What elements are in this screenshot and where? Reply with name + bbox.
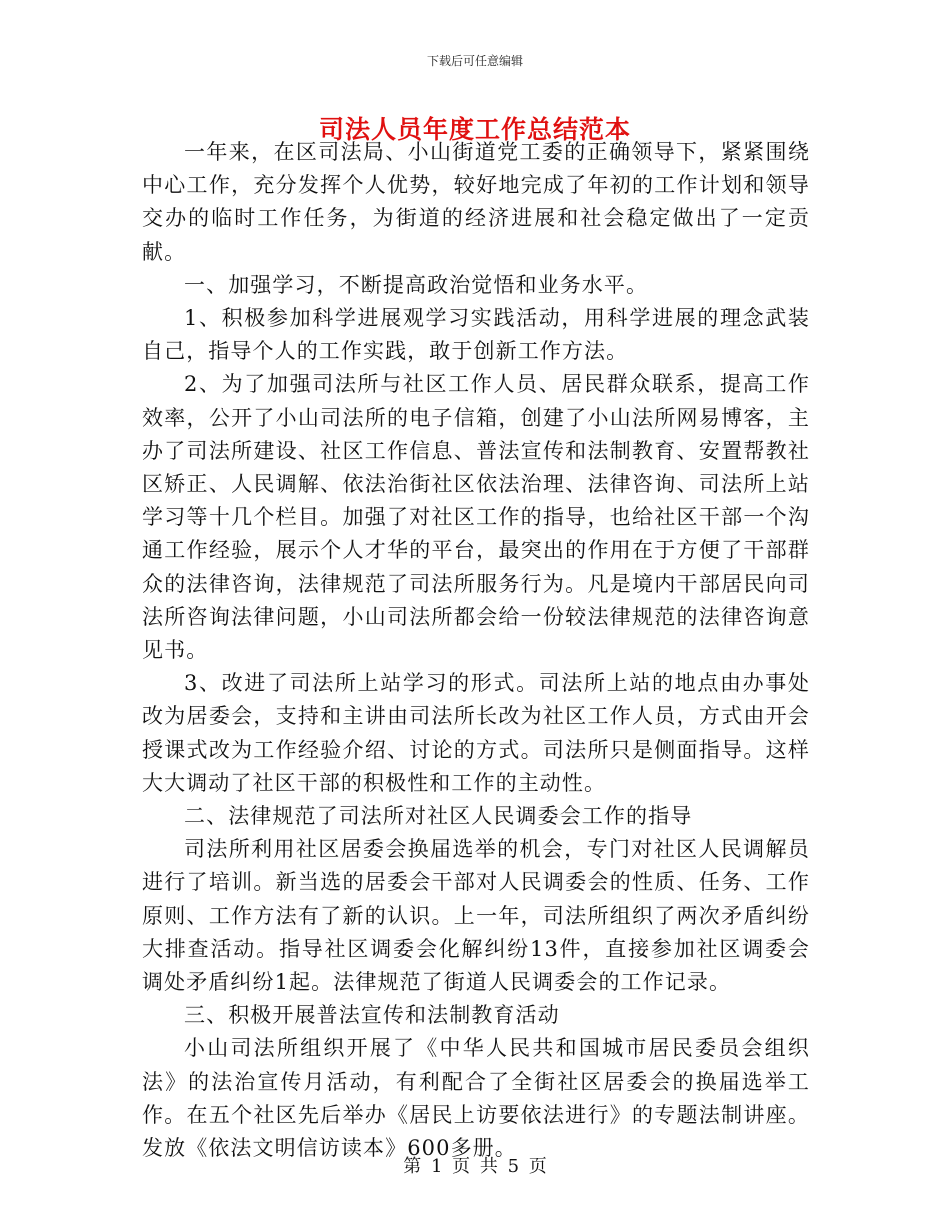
paragraph-mediation: 司法所利用社区居委会换届选举的机会，专门对社区人民调解员进行了培训。新当选的居委会干部对人民调委会的性质、任务、工作原则、工作方法有了新的认识。上一年，司法所组织了两次矛盾纠纷大排查活动。指导社区调委会化解纠纷13件，直接参加社区调委会调处矛盾纠纷1起。法律规范了街道人民调委会的工作记录。 bbox=[142, 837, 810, 995]
section-heading-3: 三、积极开展普法宣传和法制教育活动 bbox=[184, 1003, 560, 1028]
header-note: 下载后可任意编辑 bbox=[426, 54, 523, 68]
paragraph-item-2: 2、为了加强司法所与社区工作人员、居民群众联系，提高工作效率，公开了小山司法所的电子信箱，创建了小山法所网易博客，主办了司法所建设、社区工作信息、普法宣传和法制教育、安置帮教社区矫正、人民调解、依法治街社区依法治理、法律咨询、司法所上站学习等十几个栏目。加强了对社区工作的指导，也给社区干部一个沟通工作经验，展示个人才华的平台，最突出的作用在于方便了干部群众的法律咨询，法律规范了司法所服务行为。凡是境内干部居民向司法所咨询法律问题，小山司法所都会给一份较法律规范的法律咨询意见书。 bbox=[142, 372, 810, 663]
page-number-footer: 第 1 页 共 5 页 bbox=[403, 1156, 547, 1177]
section-heading-1: 一、加强学习，不断提高政治觉悟和业务水平。 bbox=[184, 272, 649, 297]
section-heading-2: 二、法律规范了司法所对社区人民调委会工作的指导 bbox=[184, 804, 693, 829]
paragraph-legal-education: 小山司法所组织开展了《中华人民共和国城市居民委员会组织法》的法治宣传月活动，有利配合了全街社区居委会的换届选举工作。在五个社区先后举办《居民上访要依法进行》的专题法制讲座。发放《依法文明信访读本》600多册。 bbox=[142, 1036, 810, 1161]
paragraph-item-3: 3、改进了司法所上站学习的形式。司法所上站的地点由办事处改为居委会，支持和主讲由司法所长改为社区工作人员，方式由开会授课式改为工作经验介绍、讨论的方式。司法所只是侧面指导。这样大大调动了社区干部的积极性和工作的主动性。 bbox=[142, 671, 810, 795]
document-title: 司法人员年度工作总结范本 bbox=[318, 115, 631, 144]
document-body bbox=[142, 136, 810, 1165]
paragraph-item-1: 1、积极参加科学进展观学习实践活动，用科学进展的理念武装自己，指导个人的工作实践，敢于创新工作方法。 bbox=[142, 306, 810, 364]
paragraph-intro: 一年来，在区司法局、小山街道党工委的正确领导下，紧紧围绕中心工作，充分发挥个人优势，较好地完成了年初的工作计划和领导交办的临时工作任务，为街道的经济进展和社会稳定做出了一定贡献。 bbox=[142, 140, 810, 264]
